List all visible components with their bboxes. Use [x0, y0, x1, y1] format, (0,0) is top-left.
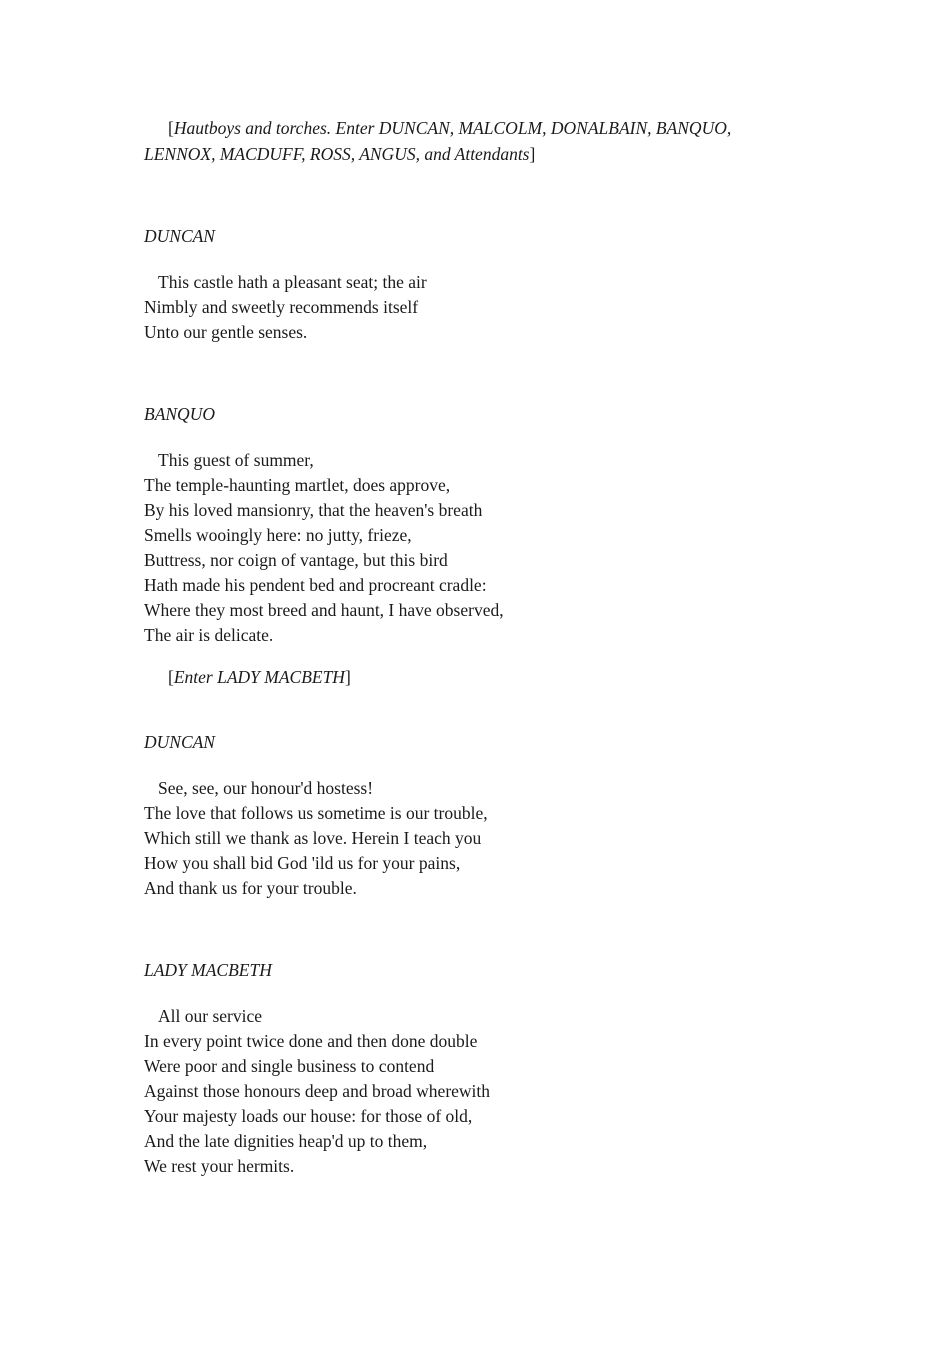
verse-line: Where they most breed and haunt, I have observed,	[144, 600, 504, 620]
verse-line: Your majesty loads our house: for those of old,	[144, 1106, 473, 1126]
speaker-name: BANQUO	[144, 404, 215, 424]
stage-direction-text: Enter LADY MACBETH	[173, 667, 345, 687]
speech-lady-macbeth	[144, 958, 804, 1179]
stage-direction-line-2: LENNOX, MACDUFF, ROSS, ANGUS, and Attendants	[144, 144, 530, 164]
stage-direction	[144, 115, 804, 167]
play-text	[144, 115, 804, 1179]
verse-line: Unto our gentle senses.	[144, 322, 308, 342]
verse-line: We rest your hermits.	[144, 1156, 295, 1176]
verse-line: Against those honours deep and broad wherewith	[144, 1081, 491, 1101]
verse-line: And thank us for your trouble.	[144, 878, 357, 898]
verse-line: Nimbly and sweetly recommends itself	[144, 297, 419, 317]
bracket-open: [	[168, 667, 174, 687]
verse-line: Smells wooingly here: no jutty, frieze,	[144, 525, 412, 545]
stage-direction-line-1: Hautboys and torches. Enter DUNCAN, MALCOLM, DONALBAIN, BANQUO,	[173, 118, 732, 138]
verse-lines	[144, 448, 804, 648]
verse-line: All our service	[158, 1006, 262, 1026]
verse-line: This castle hath a pleasant seat; the air	[158, 272, 427, 292]
verse-line: See, see, our honour'd hostess!	[158, 778, 374, 798]
stage-direction-enter	[144, 664, 804, 690]
verse-lines	[144, 776, 804, 901]
verse-line: How you shall bid God 'ild us for your pains,	[144, 853, 461, 873]
speech-banquo	[144, 402, 804, 648]
verse-line: Hath made his pendent bed and procreant cradle:	[144, 575, 487, 595]
verse-line: Were poor and single business to contend	[144, 1056, 435, 1076]
verse-line: In every point twice done and then done double	[144, 1031, 478, 1051]
verse-line: Buttress, nor coign of vantage, but this bird	[144, 550, 448, 570]
verse-lines	[144, 270, 804, 345]
verse-line: The air is delicate.	[144, 625, 274, 645]
verse-line: And the late dignities heap'd up to them,	[144, 1131, 428, 1151]
bracket-open: [	[168, 118, 174, 138]
bracket-close: ]	[529, 144, 536, 164]
verse-line: The love that follows us sometime is our trouble,	[144, 803, 488, 823]
verse-line: Which still we thank as love. Herein I teach you	[144, 828, 482, 848]
verse-line: By his loved mansionry, that the heaven's breath	[144, 500, 483, 520]
speech-duncan-2	[144, 730, 804, 901]
speaker-name: LADY MACBETH	[144, 960, 272, 980]
speech-duncan-1	[144, 224, 804, 345]
bracket-close: ]	[344, 667, 351, 687]
verse-line: This guest of summer,	[158, 450, 314, 470]
verse-line: The temple-haunting martlet, does approve,	[144, 475, 451, 495]
speaker-name: DUNCAN	[144, 732, 215, 752]
verse-lines	[144, 1004, 804, 1179]
speaker-name: DUNCAN	[144, 226, 215, 246]
